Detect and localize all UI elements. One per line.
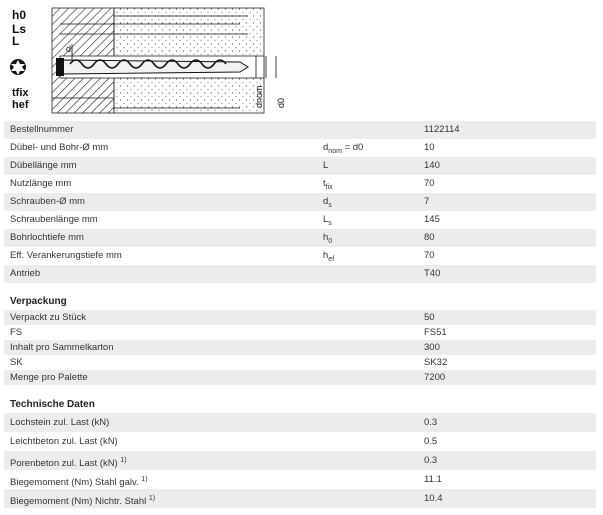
spec-row-anchor-depth [4, 247, 596, 265]
technical-name: Biegemoment (Nm) Stahl galv. $^{1)}$ [10, 476, 148, 489]
technical-value: 0.3 [424, 417, 438, 428]
technical-row [4, 432, 596, 451]
technical-name: Leichtbeton zul. Last (kN) [10, 436, 118, 447]
screw-head [56, 58, 64, 76]
label-h0: h0 [12, 8, 27, 22]
spec-name: Dübellänge mm [10, 160, 77, 171]
spec-symbol: $d_s$ [323, 196, 332, 209]
spec-name: Dübel- und Bohr-Ø mm [10, 142, 109, 153]
packaging-heading: Verpackung [10, 296, 67, 307]
technical-value: 0.5 [424, 436, 438, 447]
spec-row-drive [4, 265, 596, 283]
packaging-value: SK32 [424, 357, 448, 368]
packaging-row [4, 370, 596, 385]
spec-symbol: $h_{ef}$ [323, 250, 335, 263]
spec-symbol: L [323, 160, 329, 171]
spec-name: Schrauben-Ø mm [10, 196, 85, 207]
spec-value: 145 [424, 214, 440, 225]
spec-row-hole-depth [4, 229, 596, 247]
packaging-name: SK [10, 357, 23, 368]
spec-value: T40 [424, 268, 441, 279]
packaging-value: 7200 [424, 372, 446, 383]
spec-name: Nutzlänge mm [10, 178, 72, 189]
spec-name: Bohrlochtiefe mm [10, 232, 84, 243]
spec-value: 7 [424, 196, 430, 207]
packaging-table [4, 310, 596, 385]
technical-value: 10.4 [424, 493, 443, 504]
spec-name: Antrieb [10, 268, 41, 279]
technical-value: 11.1 [424, 474, 442, 485]
spec-value: 80 [424, 232, 435, 243]
packaging-value: 300 [424, 342, 440, 353]
packaging-name: FS [10, 327, 23, 338]
footnote-ref: 1) [120, 457, 127, 464]
spec-row-dowel-length [4, 157, 596, 175]
spec-name: Schraubenlänge mm [10, 214, 98, 225]
packaging-name: Menge pro Palette [10, 372, 88, 383]
spec-value: 140 [424, 160, 440, 171]
technical-row [4, 413, 596, 432]
spec-table [4, 121, 596, 283]
spec-value: 70 [424, 178, 435, 189]
packaging-value: 50 [424, 312, 435, 323]
label-d: d [66, 44, 72, 54]
spec-row-screw-diameter [4, 193, 596, 211]
packaging-name: Verpackt zu Stück [10, 312, 87, 323]
spec-symbol: $t_{fix}$ [323, 178, 333, 191]
packaging-row [4, 325, 596, 340]
label-l: L [12, 34, 20, 48]
spec-row-diameter [4, 139, 596, 157]
spec-symbol: $L_s$ [323, 214, 332, 227]
technical-name: Lochstein zul. Last (kN) [10, 417, 110, 428]
packaging-row [4, 340, 596, 355]
label-ls: Ls [12, 22, 27, 36]
spec-name: Bestellnummer [10, 124, 74, 135]
technical-heading: Technische Daten [10, 399, 95, 410]
dowel-technical-drawing [0, 0, 290, 118]
label-d0: d0 [276, 97, 286, 108]
technical-name: Porenbeton zul. Last (kN) $^{1)}$ [10, 457, 127, 470]
footnote-ref: 1) [148, 495, 156, 502]
packaging-row [4, 355, 596, 370]
spec-row-usable-length [4, 175, 596, 193]
packaging-value: FS51 [424, 327, 447, 338]
packaging-row [4, 310, 596, 325]
technical-table [4, 413, 596, 508]
spec-value: 70 [424, 250, 435, 261]
label-dnom: dnom [254, 85, 264, 108]
spec-symbol: $d_{nom} = d0$ [323, 142, 364, 155]
technical-value: 0.3 [424, 455, 438, 466]
label-hef: hef [12, 99, 29, 111]
spec-value: 1122114 [424, 124, 460, 135]
technical-row [4, 489, 596, 508]
packaging-name: Inhalt pro Sammelkarton [10, 342, 114, 353]
spec-value: 10 [424, 142, 435, 153]
footnote-ref: 1) [141, 476, 148, 483]
technical-name: Biegemoment (Nm) Nichtr. Stahl $^{1)}$ [10, 495, 156, 508]
label-tfix: tfix [12, 87, 29, 99]
spec-row-screw-length [4, 211, 596, 229]
spec-name: Eff. Verankerungstiefe mm [10, 250, 122, 261]
technical-row [4, 470, 596, 489]
spec-row-order-number [4, 121, 596, 139]
torx-drive-icon [10, 59, 26, 75]
spec-symbol: $h_0$ [323, 232, 333, 245]
technical-row [4, 451, 596, 470]
